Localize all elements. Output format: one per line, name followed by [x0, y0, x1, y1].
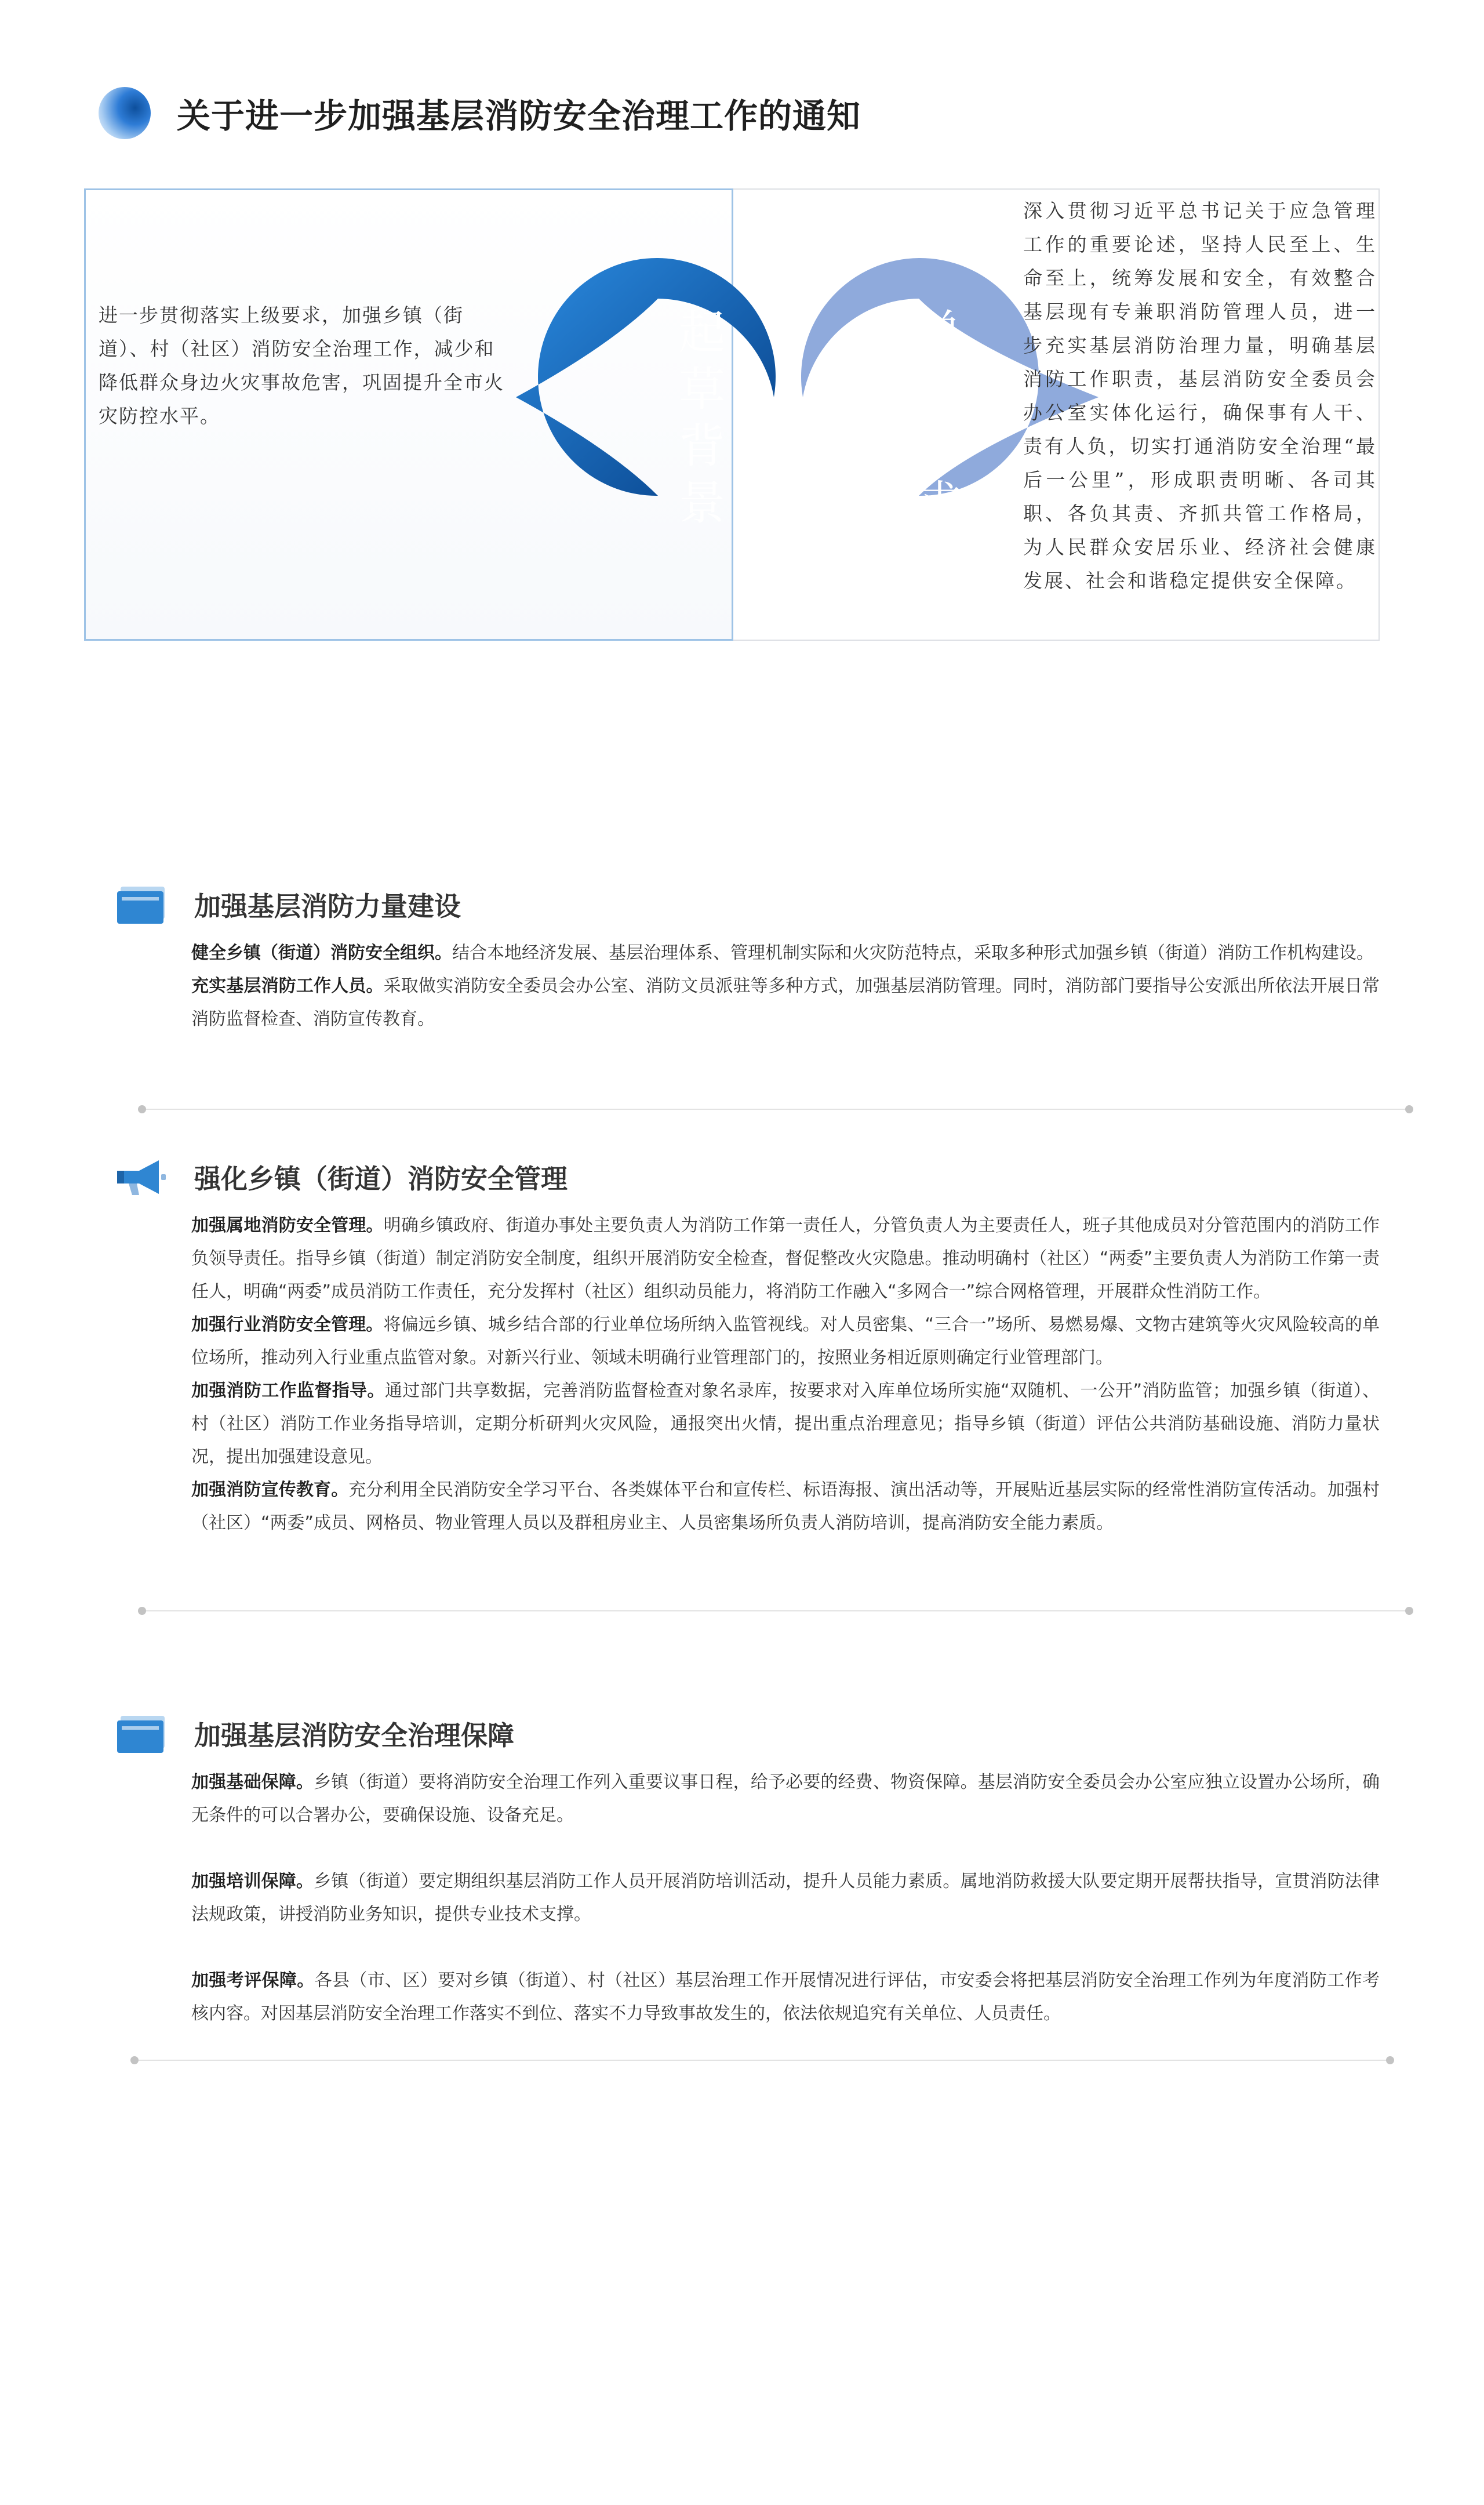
section-header	[116, 1151, 1380, 1203]
paragraph	[191, 936, 1380, 970]
background-text: 进一步贯彻落实上级要求，加强乡镇（街道）、村（社区）消防安全治理工作，减少和降低群众身边火灾事故危害，巩固提升全市火灾防控水平。	[99, 304, 504, 427]
paragraph	[191, 1964, 1380, 2030]
section-header	[116, 878, 1380, 931]
section-township-management	[116, 1151, 1380, 1540]
paragraph	[191, 970, 1380, 1036]
section-title: 强化乡镇（街道）消防安全管理	[194, 1163, 568, 1195]
section-header	[116, 1708, 1380, 1760]
paragraph-label: 加强基础保障。	[191, 1772, 314, 1792]
intro-panel	[84, 188, 1380, 641]
page-header	[99, 81, 861, 145]
paragraph-label: 加强消防宣传教育。	[191, 1480, 349, 1500]
divider	[138, 1606, 1413, 1615]
paragraph-text: 将偏远乡镇、城乡结合部的行业单位场所纳入监管视线。对人员密集、“三合一”场所、易燃易爆、文物古建筑等火灾风险较高的单位场所，推动列入行业重点监管对象。对新兴行业、领域未明确行业管理部门的，按照业务相近原则确定行业管理部门。	[191, 1315, 1380, 1368]
paragraph-label: 加强属地消防安全管理。	[191, 1215, 384, 1236]
background-label-line2: 背景	[679, 419, 730, 530]
section-title: 加强基层消防安全治理保障	[194, 1720, 514, 1751]
paragraph-label: 加强消防工作监督指导。	[191, 1381, 385, 1401]
section-title: 加强基层消防力量建设	[194, 891, 461, 922]
folder-icon	[116, 884, 168, 925]
requirement-text: 深入贯彻习近平总书记关于应急管理工作的重要论述，坚持人民至上、生命至上，统筹发展和安全，有效整合基层现有专兼职消防管理人员，进一步充实基层消防治理力量，明确基层消防工作职责，基层消防安全委员会办公室实体化运行，确保事有人干、责有人负，切实打通消防安全治理“最后一公里”，形成职责明晰、各司其职、各负其责、齐抓共管工作格局，为人民群众安居乐业、经济社会健康发展、社会和谐稳定提供安全保障。	[1023, 199, 1377, 592]
paragraph-text: 通过部门共享数据，完善消防监督检查对象名录库，按要求对入库单位场所实施“双随机、一公开”消防监管；加强乡镇（街道）、村（社区）消防工作业务指导培训，定期分析研判火灾风险，通报突出火情，提出重点治理意见；指导乡镇（街道）评估公共消防基础设施、消防力量状况，提出加强建设意见。	[191, 1381, 1380, 1467]
paragraph-label: 加强考评保障。	[191, 1970, 315, 1991]
paragraph-text: 乡镇（街道）要定期组织基层消防工作人员开展消防培训活动，提升人员能力素质。属地消防救援大队要定期开展帮扶指导，宣贯消防法律法规政策，讲授消防业务知识，提供专业技术支撑。	[191, 1871, 1380, 1925]
page-title: 关于进一步加强基层消防安全治理工作的通知	[177, 96, 861, 136]
requirement-label-line2: 要求	[916, 419, 967, 530]
paragraph	[191, 1209, 1380, 1308]
paragraph-text: 各县（市、区）要对乡镇（街道）、村（社区）基层治理工作开展情况进行评估，市安委会将把基层消防安全治理工作列为年度消防工作考核内容。对因基层消防安全治理工作落实不到位、落实不力导致事故发生的，依法依规追究有关单位、人员责任。	[191, 1970, 1380, 2024]
section-body	[191, 936, 1380, 1036]
section-governance-support	[116, 1708, 1380, 2030]
divider	[130, 2056, 1394, 2065]
requirement-label	[893, 304, 991, 532]
paragraph-label: 健全乡镇（街道）消防安全组织。	[191, 943, 452, 963]
requirement-label-line1: 总体	[916, 306, 967, 416]
paragraph-text: 明确乡镇政府、街道办事处主要负责人为消防工作第一责任人，分管负责人为主要责任人，班子其他成员对分管范围内的消防工作负领导责任。指导乡镇（街道）制定消防安全制度，组织开展消防安全检查，督促整改火灾隐患。推动明确村（社区）“两委”主要负责人为消防工作第一责任人，明确“两委”成员消防工作责任，充分发挥村（社区）组织动员能力，将消防工作融入“多网合一”综合网格管理，开展群众性消防工作。	[191, 1215, 1380, 1302]
background-label-line1: 起草	[679, 306, 730, 416]
paragraph-text: 乡镇（街道）要将消防安全治理工作列入重要议事日程，给予必要的经费、物资保障。基层消防安全委员会办公室应独立设置办公场所，确无条件的可以合署办公，要确保设施、设备充足。	[191, 1772, 1380, 1825]
paragraph-label: 加强培训保障。	[191, 1871, 314, 1892]
paragraph-label: 充实基层消防工作人员。	[191, 976, 384, 996]
section-body	[191, 1209, 1380, 1540]
paragraph	[191, 1766, 1380, 1832]
header-bullet-icon	[99, 87, 151, 139]
megaphone-icon	[116, 1157, 168, 1197]
divider	[138, 1105, 1413, 1114]
paragraph	[191, 1865, 1380, 1931]
paragraph-text: 充分利用全民消防安全学习平台、各类媒体平台和宣传栏、标语海报、演出活动等，开展贴近基层实际的经常性消防宣传活动。加强村（社区）“两委”成员、网格员、物业管理人员以及群租房业主、人员密集场所负责人消防培训，提高消防安全能力素质。	[191, 1480, 1380, 1533]
section-body	[191, 1766, 1380, 2030]
background-label	[655, 304, 754, 532]
paragraph	[191, 1374, 1380, 1473]
paragraph-text: 结合本地经济发展、基层治理体系、管理机制实际和火灾防范特点，采取多种形式加强乡镇（街道）消防工作机构建设。	[452, 943, 1374, 963]
paragraph	[191, 1473, 1380, 1540]
paragraph	[191, 1308, 1380, 1374]
folder-icon	[116, 1713, 168, 1754]
section-force-building	[116, 878, 1380, 1036]
paragraph-label: 加强行业消防安全管理。	[191, 1315, 384, 1335]
paragraph-text: 采取做实消防安全委员会办公室、消防文员派驻等多种方式，加强基层消防管理。同时，消防部门要指导公安派出所依法开展日常消防监督检查、消防宣传教育。	[191, 976, 1380, 1029]
